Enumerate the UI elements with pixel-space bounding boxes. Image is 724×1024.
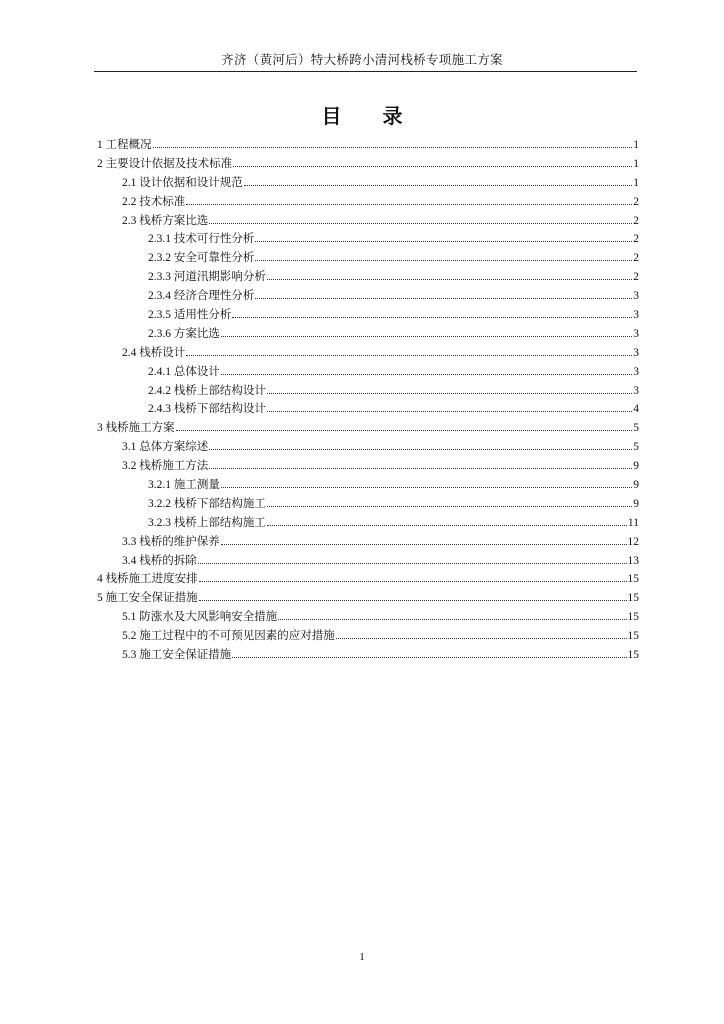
toc-leader-dots	[267, 411, 632, 412]
toc-leader-dots	[186, 355, 632, 356]
toc-entry-label: 2.3.4 经济合理性分析	[148, 290, 255, 303]
toc-leader-dots	[221, 336, 632, 337]
toc-leader-dots	[199, 600, 627, 601]
toc-leader-dots	[232, 657, 626, 658]
toc-entry-label: 2.3.1 技术可行性分析	[148, 233, 255, 246]
toc-entry-label: 2.4 栈桥设计	[122, 346, 186, 359]
toc-leader-dots	[255, 298, 632, 299]
toc-entry-label: 5 施工安全保证措施	[97, 592, 198, 605]
toc-leader-dots	[267, 525, 627, 526]
toc-entry-label: 3.2.1 施工测量	[148, 479, 220, 492]
toc-entry-label: 2.2 技术标准	[122, 195, 186, 208]
toc-leader-dots	[221, 487, 632, 488]
toc-entry-page: 3	[633, 327, 639, 340]
toc-entry[interactable]	[97, 570, 639, 589]
toc-leader-dots	[278, 619, 626, 620]
toc-entry-label: 2.3.3 河道汛期影响分析	[148, 271, 266, 284]
toc-entry[interactable]	[97, 552, 639, 571]
toc-entry-page: 9	[633, 479, 639, 492]
toc-entry-page: 15	[627, 630, 639, 643]
toc-entry[interactable]	[97, 495, 639, 514]
toc-entry-page: 5	[633, 422, 639, 435]
toc-leader-dots	[267, 506, 632, 507]
toc-entry-page: 3	[633, 290, 639, 303]
toc-entry[interactable]	[97, 344, 639, 363]
toc-leader-dots	[244, 185, 633, 186]
toc-entry[interactable]	[97, 193, 639, 212]
toc-entry-label: 2.3 栈桥方案比选	[122, 214, 209, 227]
toc-leader-dots	[209, 468, 632, 469]
toc-entry-label: 2.4.1 总体设计	[148, 365, 220, 378]
toc-entry-label: 3.4 栈桥的拆除	[122, 554, 197, 567]
toc-entry[interactable]	[97, 514, 639, 533]
toc-entry[interactable]	[97, 363, 639, 382]
toc-entry[interactable]	[97, 646, 639, 665]
toc-entry-page: 1	[633, 157, 639, 170]
toc-entry-page: 4	[633, 403, 639, 416]
toc-entry[interactable]	[97, 438, 639, 457]
toc-leader-dots	[267, 279, 632, 280]
toc-entry[interactable]	[97, 419, 639, 438]
toc-leader-dots	[221, 374, 632, 375]
toc-entry-label: 2.3.6 方案比选	[148, 327, 220, 340]
toc-entry[interactable]	[97, 533, 639, 552]
toc-leader-dots	[232, 317, 632, 318]
toc-entry-page: 3	[633, 365, 639, 378]
toc-leader-dots	[221, 544, 627, 545]
toc-entry-page: 1	[633, 139, 639, 151]
toc-leader-dots	[176, 430, 633, 431]
toc-entry-page: 2	[633, 233, 639, 246]
toc-entry[interactable]	[97, 268, 639, 287]
toc-entry[interactable]	[97, 287, 639, 306]
toc-entry-page: 2	[633, 271, 639, 284]
toc-entry-label: 2.4.3 栈桥下部结构设计	[148, 403, 266, 416]
toc-entry-label: 2 主要设计依据及技术标准	[97, 157, 233, 170]
toc-leader-dots	[233, 166, 632, 167]
toc-entry-page: 15	[627, 592, 639, 605]
toc-entry[interactable]	[97, 589, 639, 608]
toc-entry-page: 11	[627, 516, 639, 529]
toc-entry-label: 3.2.3 栈桥上部结构施工	[148, 516, 266, 529]
toc-entry[interactable]	[97, 155, 639, 174]
toc-entry-page: 13	[627, 554, 639, 567]
toc-entry-label: 3.1 总体方案综述	[122, 441, 209, 454]
toc-entry-page: 3	[633, 346, 639, 359]
toc-entry[interactable]	[97, 136, 639, 155]
toc-leader-dots	[209, 223, 632, 224]
page-header: 齐济（黄河后）特大桥跨小清河栈桥专项施工方案	[221, 53, 503, 67]
toc-entry-label: 3.3 栈桥的维护保养	[122, 535, 220, 548]
toc-entry-label: 2.1 设计依据和设计规范	[122, 176, 243, 189]
toc-entry[interactable]	[97, 174, 639, 193]
toc-entry-label: 2.3.5 适用性分析	[148, 309, 232, 322]
toc-leader-dots	[198, 563, 627, 564]
toc-entry-page: 15	[627, 611, 639, 624]
toc-entry-label: 2.4.2 栈桥上部结构设计	[148, 384, 266, 397]
toc-entry-label: 5.1 防涨水及大风影响安全措施	[122, 611, 278, 624]
toc-entry-page: 3	[633, 309, 639, 322]
toc-entry[interactable]	[97, 400, 639, 419]
toc-leader-dots	[255, 260, 632, 261]
toc-leader-dots	[209, 449, 632, 450]
toc-entry-label: 5.3 施工安全保证措施	[122, 649, 232, 662]
toc-entry-page: 3	[633, 384, 639, 397]
toc-entry-label: 3.2 栈桥施工方法	[122, 460, 209, 473]
toc-entry-label: 4 栈桥施工进度安排	[97, 573, 198, 586]
toc-leader-dots	[186, 204, 632, 205]
toc-entry-page: 5	[633, 441, 639, 454]
toc-entry[interactable]	[97, 249, 639, 268]
toc-entry-label: 2.3.2 安全可靠性分析	[148, 252, 255, 265]
page-number: 1	[359, 951, 365, 963]
toc-entry-label: 3 栈桥施工方案	[97, 422, 175, 435]
toc-entry-page: 9	[633, 460, 639, 473]
toc-entry-label: 3.2.2 栈桥下部结构施工	[148, 497, 266, 510]
toc-entry-page: 12	[627, 535, 639, 548]
toc-leader-dots	[153, 147, 633, 148]
toc-entry-page: 2	[633, 195, 639, 208]
toc-entry-page: 2	[633, 214, 639, 227]
toc-leader-dots	[199, 581, 627, 582]
toc-entry-page: 15	[627, 649, 639, 662]
header-divider	[94, 71, 637, 72]
toc-entry-page: 1	[633, 176, 639, 189]
toc-entry-page: 9	[633, 497, 639, 510]
toc-entry[interactable]	[97, 212, 639, 231]
toc-entry-label: 5.2 施工过程中的不可预见因素的应对措施	[122, 630, 335, 643]
toc-title: 目 录	[321, 104, 403, 128]
toc-entry[interactable]	[97, 325, 639, 344]
toc-entry[interactable]	[97, 306, 639, 325]
toc-entry[interactable]	[97, 608, 639, 627]
toc-entry[interactable]	[97, 230, 639, 249]
toc-entry[interactable]	[97, 476, 639, 495]
toc-entry-label: 1 工程概况	[97, 139, 152, 151]
toc-leader-dots	[267, 393, 632, 394]
toc-entry[interactable]	[97, 457, 639, 476]
toc-leader-dots	[336, 638, 627, 639]
table-of-contents	[97, 136, 639, 665]
toc-entry[interactable]	[97, 382, 639, 401]
toc-leader-dots	[255, 241, 632, 242]
toc-entry-page: 2	[633, 252, 639, 265]
toc-entry[interactable]	[97, 627, 639, 646]
toc-entry-page: 15	[627, 573, 639, 586]
